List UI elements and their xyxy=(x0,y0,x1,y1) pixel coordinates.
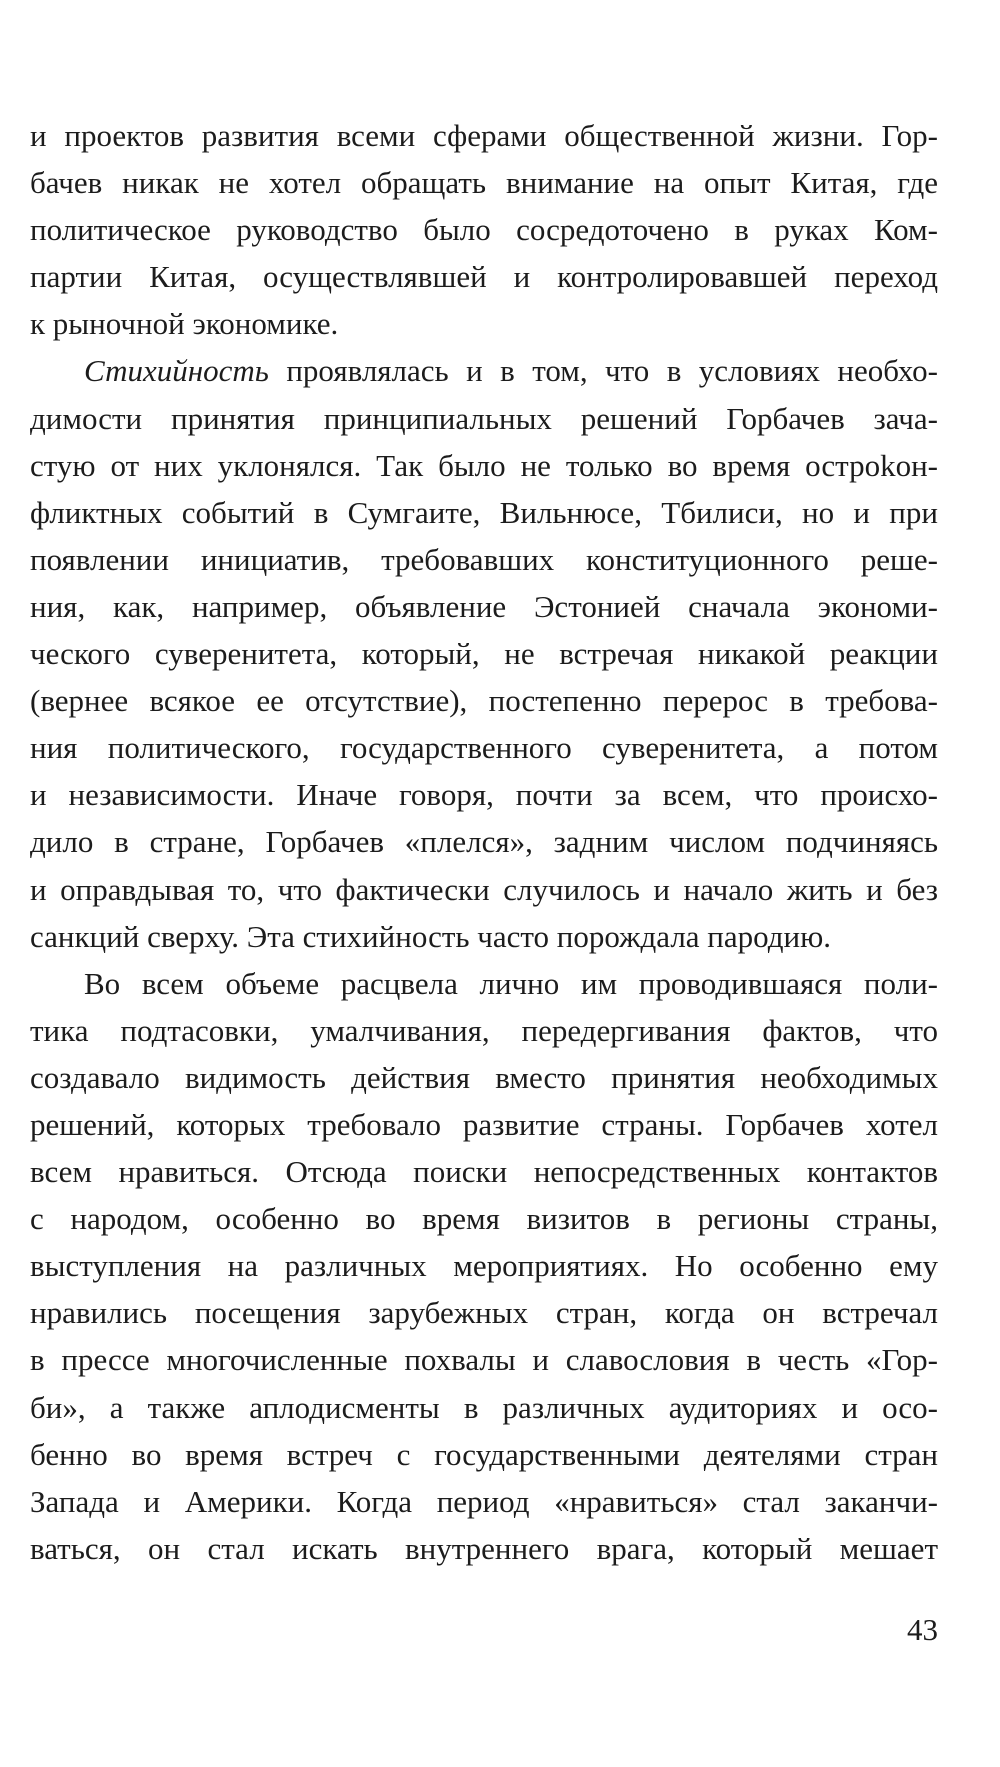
text-line-rest: проявлялась и в том, что в условиях необхо- xyxy=(268,353,938,389)
text-line: ния, как, например, объявление Эстонией сначала экономи- xyxy=(30,588,938,624)
text-line: фликтных событий в Сумгаите, Вильнюсе, Тбилиси, но и при xyxy=(30,494,938,530)
text-line: с народом, особенно во время визитов в регионы страны, xyxy=(30,1201,938,1237)
text-line: выступления на различных мероприятиях. Но особенно ему xyxy=(30,1248,938,1284)
text-line: ческого суверенитета, который, не встречая никакой реакции xyxy=(30,636,938,672)
text-line: нравились посещения зарубежных стран, когда он встречал xyxy=(30,1295,938,1331)
text-line: би», а также аплодисменты в различных аудиториях и осо- xyxy=(30,1389,938,1425)
text-line: (вернее всякое ее отсутствие), постепенно перерос в требова- xyxy=(30,683,938,719)
text-line: появлении инициатив, требовавших конституционного реше- xyxy=(30,541,938,577)
text-line-with-emphasis xyxy=(30,347,938,394)
text-line: и независимости. Иначе говоря, почти за всем, что происхо- xyxy=(30,777,938,813)
text-line: бенно во время встреч с государственными деятелями стран xyxy=(30,1436,938,1472)
text-line: Запада и Америки. Когда период «нравиться» стал заканчи- xyxy=(30,1483,938,1519)
text-line: бачев никак не хотел обращать внимание на опыт Китая, где xyxy=(30,165,938,201)
text-line: ния политического, государственного суверенитета, а потом xyxy=(30,730,938,766)
text-line: партии Китая, осуществлявшей и контролировавшей переход xyxy=(30,259,938,295)
text-line: создавало видимость действия вместо принятия необходимых xyxy=(30,1059,938,1095)
text-line: и оправдывая то, что фактически случилось и начало жить и без xyxy=(30,871,938,907)
text-line: ваться, он стал искать внутреннего врага, который мешает xyxy=(30,1530,938,1566)
text-line: Во всем объеме расцвела лично им проводившаяся поли- xyxy=(84,965,938,1001)
body-text xyxy=(30,112,938,1572)
text-line: в прессе многочисленные похвалы и славословия в честь «Гор- xyxy=(30,1342,938,1378)
text-line: к рыночной экономике. xyxy=(30,306,339,342)
text-line: решений, которых требовало развитие страны. Горбачев хотел xyxy=(30,1106,938,1142)
text-line: всем нравиться. Отсюда поиски непосредственных контактов xyxy=(30,1154,938,1190)
text-line: санкций сверху. Эта стихийность часто порождала пародию. xyxy=(30,918,832,954)
text-line: дило в стране, Горбачев «плелся», задним числом подчиняясь xyxy=(30,824,938,860)
text-line: политическое руководство было сосредоточено в руках Ком- xyxy=(30,212,938,248)
text-line: тика подтасовки, умалчивания, передергивания фактов, что xyxy=(30,1012,938,1048)
emphasized-word: Стихийность xyxy=(84,353,269,389)
page-number: 43 xyxy=(907,1612,938,1647)
text-line: и проектов развития всеми сферами общественной жизни. Гор- xyxy=(30,118,938,153)
text-line: стую от них уклонялся. Так было не только во время остроkон- xyxy=(30,447,938,483)
text-line: димости принятия принципиальных решений Горбачев зача- xyxy=(30,400,938,436)
